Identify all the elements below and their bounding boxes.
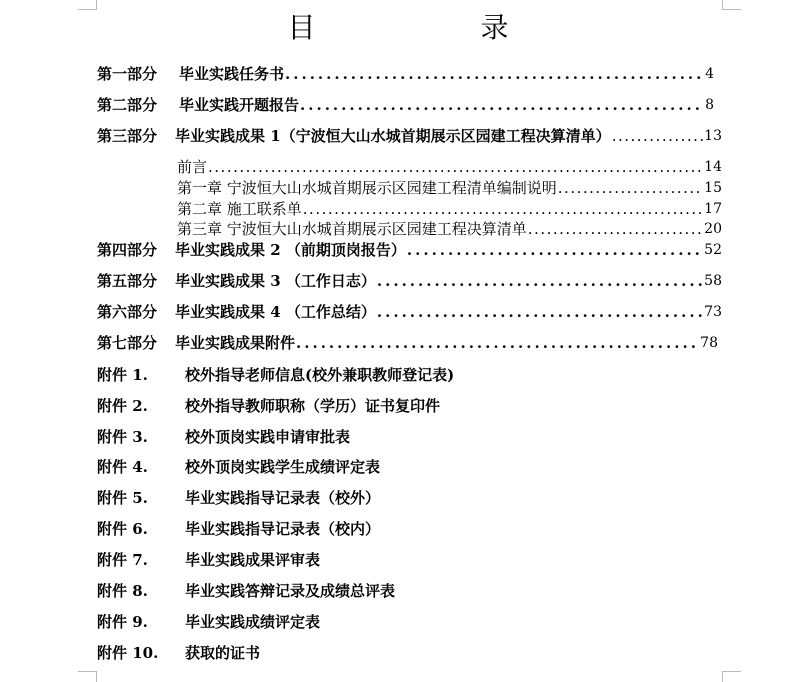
part-label: 第七部分 [97, 334, 158, 352]
page-number: 17 [704, 201, 722, 217]
part-label: 第二部分 [97, 96, 158, 114]
chapter-title: 第一章 宁波恒大山水城首期展示区园建工程清单编制说明 [177, 179, 557, 197]
toc-entry-part-4[interactable] [97, 237, 722, 259]
attachment-title: 毕业实践指导记录表（校外） [185, 489, 381, 507]
dot-leader [558, 179, 703, 197]
attachment-title: 毕业实践答辩记录及成绩总评表 [185, 582, 396, 600]
attachment-number: 附件 8. [97, 582, 148, 600]
dot-leader [407, 241, 703, 259]
dot-leader [377, 303, 703, 321]
attachment-item[interactable] [97, 611, 320, 633]
toc-entry-chapter-3[interactable] [177, 216, 722, 238]
attachment-item[interactable] [97, 549, 320, 571]
part-label: 第一部分 [97, 65, 158, 83]
dot-leader [377, 272, 703, 290]
page-number: 8 [705, 97, 714, 113]
toc-entry-part-2[interactable] [97, 92, 714, 114]
part-title: 毕业实践成果 3 （工作日志） [175, 272, 376, 290]
toc-entry-part-1[interactable] [97, 61, 714, 83]
attachment-item[interactable] [97, 364, 454, 386]
dot-leader [296, 334, 699, 352]
page-number: 14 [704, 159, 722, 175]
attachment-number: 附件 1. [97, 366, 148, 384]
attachment-item[interactable] [97, 395, 440, 417]
page-number: 4 [705, 66, 714, 82]
toc-entry-part-7[interactable] [97, 330, 718, 352]
toc-title: 目 录 [287, 11, 587, 44]
part-title: 毕业实践成果附件 [175, 334, 296, 352]
page-number: 20 [704, 221, 722, 237]
attachment-number: 附件 5. [97, 489, 148, 507]
attachment-item[interactable] [97, 426, 350, 448]
attachment-title: 校外顶岗实践申请审批表 [185, 428, 351, 446]
page-number: 52 [704, 242, 722, 258]
toc-entry-part-6[interactable] [97, 299, 722, 321]
page-number: 73 [704, 304, 722, 320]
page-number: 78 [700, 335, 718, 351]
page-corner-mark [722, 671, 741, 682]
dot-leader [300, 96, 704, 114]
part-label: 第四部分 [97, 241, 158, 259]
attachment-title: 校外指导教师职称（学历）证书复印件 [185, 397, 441, 415]
toc-entry-chapter-2[interactable] [177, 196, 722, 218]
dot-leader [528, 220, 703, 238]
page-number: 13 [704, 128, 722, 144]
attachment-number: 附件 7. [97, 551, 148, 569]
attachment-item[interactable] [97, 642, 260, 664]
toc-entry-part-3[interactable] [97, 123, 722, 145]
attachment-title: 毕业实践成绩评定表 [185, 613, 321, 631]
attachment-number: 附件 3. [97, 428, 148, 446]
dot-leader [612, 127, 703, 145]
attachment-number: 附件 2. [97, 397, 148, 415]
part-title: 毕业实践成果 1（宁波恒大山水城首期展示区园建工程决算清单） [175, 127, 611, 145]
attachment-item[interactable] [97, 456, 380, 478]
chapter-title: 第二章 施工联系单 [177, 200, 302, 218]
dot-leader [285, 65, 704, 83]
attachment-title: 校外顶岗实践学生成绩评定表 [185, 458, 381, 476]
attachment-title: 毕业实践成果评审表 [185, 551, 321, 569]
part-label: 第六部分 [97, 303, 158, 321]
part-label: 第三部分 [97, 127, 158, 145]
attachment-number: 附件 4. [97, 458, 148, 476]
dot-leader [208, 158, 703, 176]
chapter-title: 前言 [177, 158, 208, 176]
page-number: 15 [704, 180, 722, 196]
page-number: 58 [704, 273, 722, 289]
page-corner-mark [78, 671, 97, 682]
attachment-number: 附件 9. [97, 613, 148, 631]
part-title: 毕业实践成果 4 （工作总结） [175, 303, 376, 321]
toc-entry-chapter-1[interactable] [177, 175, 722, 197]
part-label: 第五部分 [97, 272, 158, 290]
attachment-title: 获取的证书 [185, 644, 261, 662]
attachment-item[interactable] [97, 580, 395, 602]
part-title: 毕业实践开题报告 [179, 96, 300, 114]
attachment-item[interactable] [97, 518, 380, 540]
chapter-title: 第三章 宁波恒大山水城首期展示区园建工程决算清单 [177, 220, 527, 238]
attachment-item[interactable] [97, 487, 380, 509]
toc-entry-part-5[interactable] [97, 268, 722, 290]
part-title: 毕业实践成果 2 （前期顶岗报告） [175, 241, 406, 259]
attachment-title: 校外指导老师信息(校外兼职教师登记表) [185, 366, 455, 384]
toc-entry-preface[interactable] [177, 154, 722, 176]
attachment-number: 附件 6. [97, 520, 148, 538]
part-title: 毕业实践任务书 [179, 65, 285, 83]
attachment-title: 毕业实践指导记录表（校内） [185, 520, 381, 538]
attachment-number: 附件 10. [97, 644, 159, 662]
